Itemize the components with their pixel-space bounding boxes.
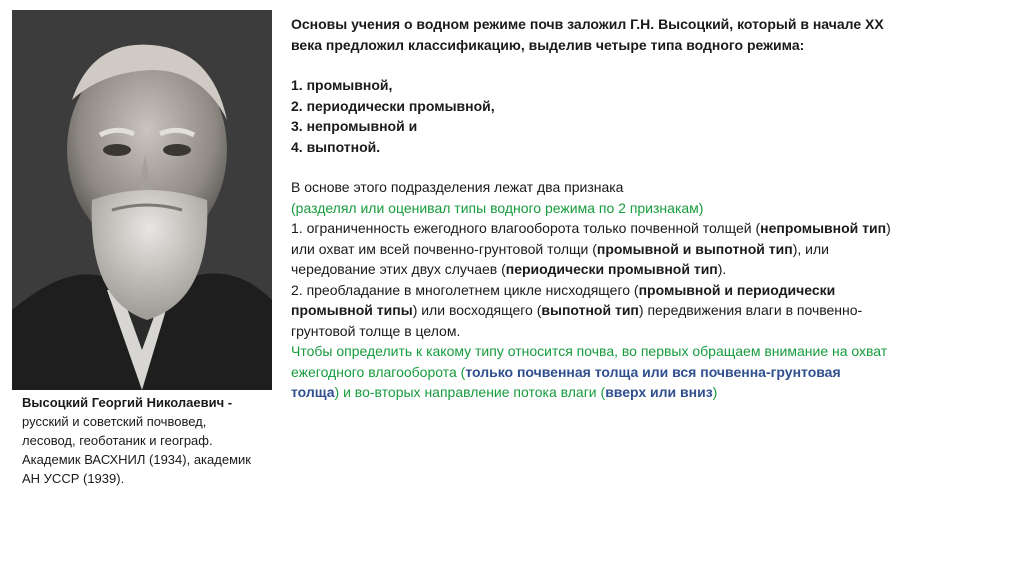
type-item: 3. непромывной и (291, 118, 418, 134)
portrait-caption (22, 393, 272, 488)
type-item: 1. промывной, (291, 77, 393, 93)
caption-line: Академик ВАСХНИЛ (1934), академик (22, 452, 251, 467)
type-item: 4. выпотной. (291, 138, 381, 155)
type-item: 2. периодически промывной, (291, 97, 495, 114)
basis-line: В основе этого подразделения лежат два признака (291, 179, 624, 195)
caption-line: лесовод, геоботаник и географ. (22, 433, 213, 448)
point-1: 1. ограниченность ежегодного влагооборота только почвенной толщей (непромывной тип) или охват им всей почвенно-грунтовой толщи (промывной и выпотной тип), или чередование этих двух случаев (периодически промывной тип). (291, 220, 891, 277)
main-text (291, 14, 891, 403)
conclusion-paragraph: Чтобы определить к какому типу относится почва, во первых обращаем внимание на охват ежегодного влагооборота (только почвенная толща или вся почвенна-грунтовая толща) и во-вторых направление потока влаги (вверх или вниз) (291, 343, 888, 400)
point-2: 2. преобладание в многолетнем цикле нисходящего (промывной и периодически промывной типы) или восходящего (выпотной тип) передвижения влаги в почвенно-грунтовой толще в целом. (291, 281, 863, 339)
intro-paragraph: Основы учения о водном режиме почв заложил Г.Н. Высоцкий, который в начале XX века предложил классификацию, выделив четыре типа водного режима: (291, 16, 884, 53)
caption-name: Высоцкий Георгий Николаевич - (22, 395, 233, 410)
portrait-photo (12, 10, 272, 390)
caption-line: русский и советский почвовед, (22, 414, 207, 429)
basis-note: (разделял или оценивал типы водного режима по 2 признакам) (291, 199, 704, 216)
caption-line: АН УССР (1939). (22, 471, 125, 486)
